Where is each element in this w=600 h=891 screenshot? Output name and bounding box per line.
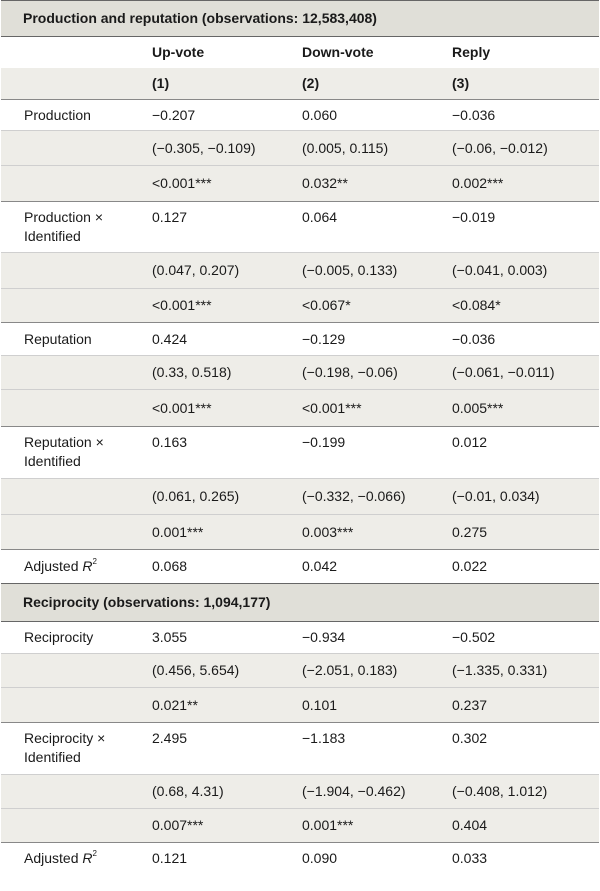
table-cell: 0.101: [296, 688, 446, 723]
table-cell: (0.33, 0.518): [146, 356, 296, 390]
table-cell: 0.068: [146, 550, 296, 584]
row-label-line1: Reciprocity ×: [24, 730, 106, 746]
table-cell: (−0.408, 1.012): [446, 775, 599, 809]
regression-table-page: [1, 0, 599, 874]
table-row: [1, 775, 599, 809]
table-row: [1, 723, 599, 775]
col-num-3: (3): [446, 68, 599, 100]
table-cell: (−0.332, −0.066): [296, 479, 446, 515]
row-label: [1, 356, 146, 390]
row-label: [1, 654, 146, 688]
row-label-line1: Reputation ×: [24, 434, 104, 450]
row-label: Reciprocity: [1, 622, 146, 654]
row-label: [1, 515, 146, 550]
table-cell: <0.001***: [146, 166, 296, 202]
section1-body: [1, 100, 599, 550]
section2-body: [1, 622, 599, 843]
table-cell: −0.129: [296, 323, 446, 356]
table-cell: (−1.904, −0.462): [296, 775, 446, 809]
table-row: [1, 323, 599, 356]
col-num-2: (2): [296, 68, 446, 100]
adjusted-r2-row: [1, 550, 599, 584]
row-label: [1, 131, 146, 166]
table-cell: (0.68, 4.31): [146, 775, 296, 809]
row-label: [1, 775, 146, 809]
table-cell: 0.022: [446, 550, 599, 584]
table-cell: −0.502: [446, 622, 599, 654]
table-cell: 0.424: [146, 323, 296, 356]
row-label: [1, 202, 146, 253]
row-label-line2: Identified: [24, 228, 81, 244]
table-cell: −1.183: [296, 723, 446, 775]
table-cell: (−2.051, 0.183): [296, 654, 446, 688]
table-cell: (−0.06, −0.012): [446, 131, 599, 166]
table-cell: 0.021**: [146, 688, 296, 723]
table-row: [1, 356, 599, 390]
table-row: [1, 289, 599, 323]
row-label: Reputation: [1, 323, 146, 356]
table-row: [1, 253, 599, 289]
table-row: [1, 427, 599, 479]
table-cell: −0.036: [446, 323, 599, 356]
table-row: [1, 390, 599, 427]
row-label-line1: Production ×: [24, 209, 103, 225]
table-cell: 0.275: [446, 515, 599, 550]
table-cell: (−0.198, −0.06): [296, 356, 446, 390]
row-label: [1, 390, 146, 427]
table-cell: (−0.005, 0.133): [296, 253, 446, 289]
table-cell: 0.127: [146, 202, 296, 253]
regression-table: [1, 0, 599, 874]
table-cell: 0.302: [446, 723, 599, 775]
section-header-production: [1, 1, 599, 37]
row-label: Adjusted $R^2$: [1, 843, 146, 874]
table-row: [1, 100, 599, 131]
table-cell: 0.090: [296, 843, 446, 874]
col-num-1: (1): [146, 68, 296, 100]
table-cell: 0.042: [296, 550, 446, 584]
table-cell: 0.237: [446, 688, 599, 723]
table-cell: <0.084*: [446, 289, 599, 323]
table-cell: 3.055: [146, 622, 296, 654]
table-cell: (0.061, 0.265): [146, 479, 296, 515]
row-label: [1, 166, 146, 202]
table-cell: <0.001***: [146, 390, 296, 427]
table-cell: 0.060: [296, 100, 446, 131]
col-name-upvote: Up-vote: [146, 37, 296, 68]
table-row: [1, 654, 599, 688]
section-header-reciprocity: [1, 584, 599, 622]
adjusted-r2-row-2: [1, 843, 599, 874]
table-cell: −0.036: [446, 100, 599, 131]
table-cell: (−0.01, 0.034): [446, 479, 599, 515]
table-cell: 0.007***: [146, 809, 296, 843]
row-label: [1, 427, 146, 479]
row-label: [1, 809, 146, 843]
table-cell: (−1.335, 0.331): [446, 654, 599, 688]
table-cell: 0.404: [446, 809, 599, 843]
table-cell: 0.033: [446, 843, 599, 874]
row-label-line2: Identified: [24, 453, 81, 469]
section-title: Production and reputation (observations: 12,583,408): [1, 1, 599, 37]
table-cell: 0.005***: [446, 390, 599, 427]
row-label-line2: Identified: [24, 749, 81, 765]
column-names-row: [1, 37, 599, 68]
column-numbers-row: [1, 68, 599, 100]
table-cell: 0.002***: [446, 166, 599, 202]
row-label: [1, 289, 146, 323]
table-row: [1, 131, 599, 166]
row-label: [1, 253, 146, 289]
table-cell: −0.934: [296, 622, 446, 654]
table-cell: 0.163: [146, 427, 296, 479]
section-title: Reciprocity (observations: 1,094,177): [1, 584, 599, 622]
table-cell: <0.001***: [146, 289, 296, 323]
table-cell: 0.012: [446, 427, 599, 479]
row-label: [1, 688, 146, 723]
table-cell: 2.495: [146, 723, 296, 775]
row-label: Production: [1, 100, 146, 131]
table-row: [1, 688, 599, 723]
table-cell: <0.001***: [296, 390, 446, 427]
table-row: [1, 202, 599, 253]
row-label: [1, 723, 146, 775]
table-cell: (0.456, 5.654): [146, 654, 296, 688]
table-cell: 0.001***: [146, 515, 296, 550]
table-cell: 0.003***: [296, 515, 446, 550]
table-row: [1, 166, 599, 202]
table-cell: (−0.061, −0.011): [446, 356, 599, 390]
col-name-downvote: Down-vote: [296, 37, 446, 68]
table-cell: −0.207: [146, 100, 296, 131]
table-cell: −0.019: [446, 202, 599, 253]
table-cell: <0.067*: [296, 289, 446, 323]
table-cell: 0.001***: [296, 809, 446, 843]
table-cell: 0.064: [296, 202, 446, 253]
table-row: [1, 622, 599, 654]
table-cell: (0.005, 0.115): [296, 131, 446, 166]
row-label: Adjusted $R^2$: [1, 550, 146, 584]
table-cell: 0.121: [146, 843, 296, 874]
row-label: [1, 479, 146, 515]
col-name-reply: Reply: [446, 37, 599, 68]
table-row: [1, 515, 599, 550]
table-row: [1, 809, 599, 843]
table-cell: (0.047, 0.207): [146, 253, 296, 289]
table-cell: −0.199: [296, 427, 446, 479]
table-cell: 0.032**: [296, 166, 446, 202]
table-row: [1, 479, 599, 515]
table-cell: (−0.305, −0.109): [146, 131, 296, 166]
table-cell: (−0.041, 0.003): [446, 253, 599, 289]
